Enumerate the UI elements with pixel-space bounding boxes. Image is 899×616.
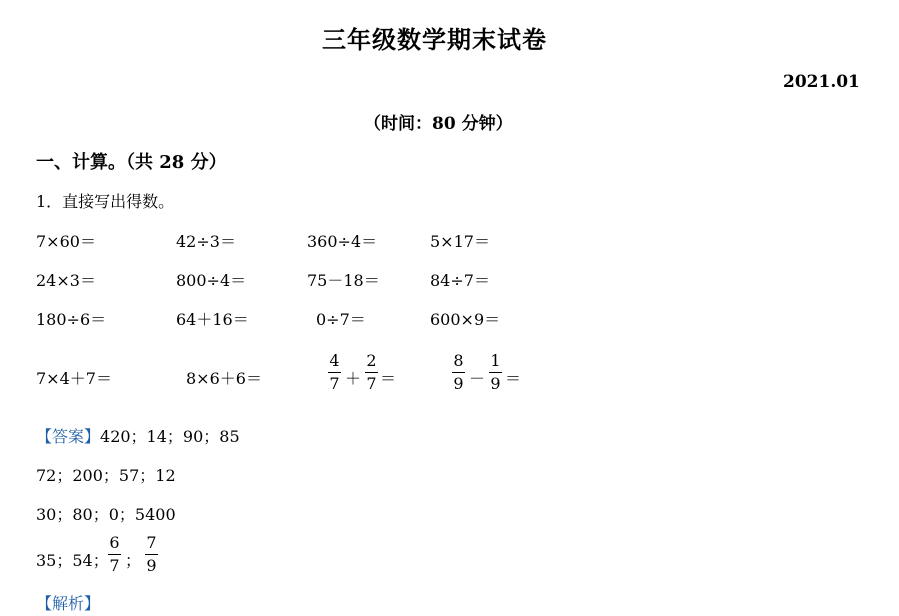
page-title: 三年级数学期末试卷 (322, 25, 547, 54)
problem-item: 0÷7＝ (316, 310, 366, 329)
problem-item: 600×9＝ (430, 310, 501, 329)
fraction (365, 352, 378, 393)
problem-item: 42÷3＝ (176, 232, 236, 251)
answer-line (36, 424, 240, 447)
problem-item: 24×3＝ (36, 271, 96, 290)
fraction (489, 352, 502, 393)
numerator: 7 (146, 533, 157, 552)
numerator: 4 (329, 351, 340, 370)
answer-fraction (108, 534, 121, 575)
fraction-bar (108, 554, 121, 555)
denominator: 9 (490, 374, 501, 393)
question-prompt: 1．直接写出得数。 (36, 192, 175, 211)
analysis-label: 【解析】 (36, 594, 101, 613)
exam-date: 2021.01 (783, 72, 860, 92)
operator: － (469, 369, 486, 388)
fraction-bar (452, 372, 465, 373)
answer-values: 420；14；90；85 (100, 427, 240, 446)
denominator: 7 (329, 374, 340, 393)
denominator: 9 (146, 556, 157, 575)
fraction-bar (328, 372, 341, 373)
problem-item: 7×60＝ (36, 232, 96, 251)
denominator: 7 (366, 374, 377, 393)
answer-line: 30；80；0；5400 (36, 505, 176, 524)
operator: ＋ (345, 369, 362, 388)
fraction-bar (365, 372, 378, 373)
answer-line: 72；200；57；12 (36, 466, 176, 485)
problem-item: 180÷6＝ (36, 310, 107, 329)
equals: ＝ (380, 369, 397, 388)
time-note: （时间：80 分钟） (364, 114, 513, 134)
numerator: 8 (453, 351, 464, 370)
problem-item: 8×6＋6＝ (186, 369, 262, 388)
problem-item: 7×4＋7＝ (36, 369, 112, 388)
numerator: 6 (109, 533, 120, 552)
fraction-bar (145, 554, 158, 555)
answer-label: 【答案】 (36, 427, 101, 446)
fraction (452, 352, 465, 393)
answer-line-prefix: 35；54； (36, 551, 109, 570)
problem-item: 360÷4＝ (307, 232, 378, 251)
problem-item: 800÷4＝ (176, 271, 247, 290)
section-heading: 一、计算。（共 28 分） (36, 152, 227, 173)
problem-item: 64＋16＝ (176, 310, 249, 329)
denominator: 9 (453, 374, 464, 393)
problem-item: 84÷7＝ (430, 271, 490, 290)
denominator: 7 (109, 556, 120, 575)
answer-fraction (145, 534, 158, 575)
numerator: 2 (366, 351, 377, 370)
numerator: 1 (490, 351, 501, 370)
fraction-bar (489, 372, 502, 373)
fraction (328, 352, 341, 393)
equals: ＝ (505, 369, 522, 388)
separator: ； (125, 551, 142, 570)
problem-item: 75－18＝ (307, 271, 380, 290)
problem-item: 5×17＝ (430, 232, 490, 251)
